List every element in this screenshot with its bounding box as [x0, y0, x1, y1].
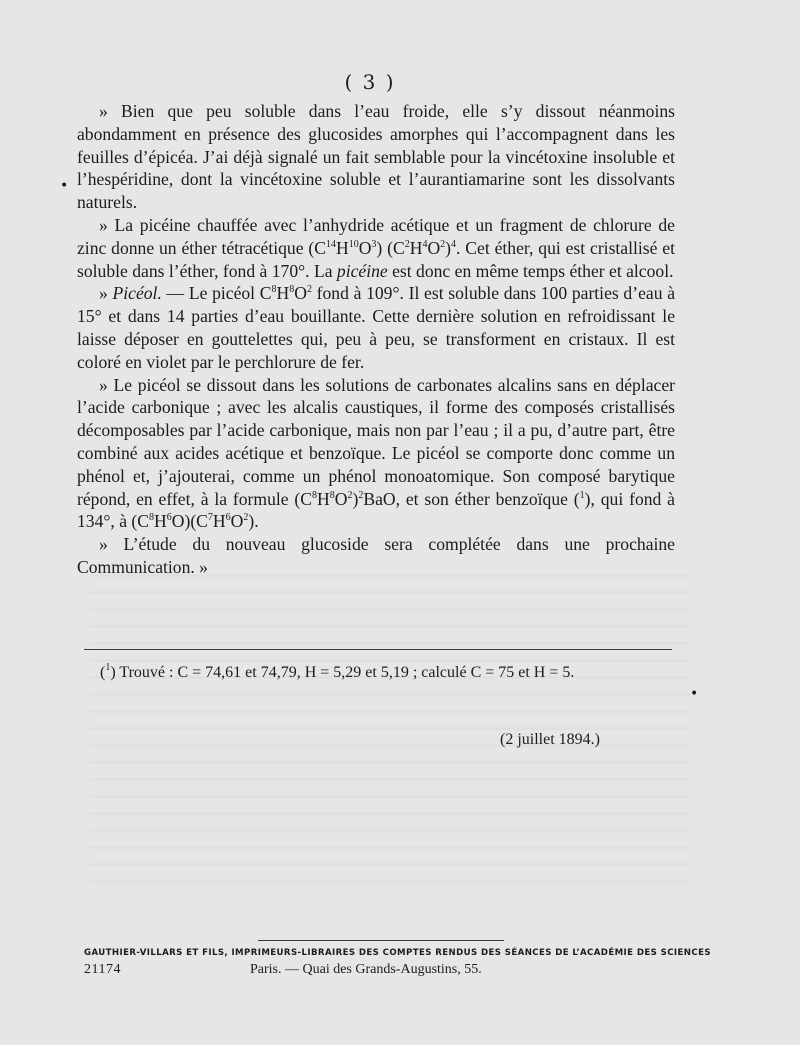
imprint-address-line	[84, 962, 684, 978]
page-number: ( 3 )	[344, 70, 396, 94]
bleed-through-background	[90, 560, 690, 890]
date: (2 juillet 1894.)	[500, 731, 600, 748]
paragraph: » L’étude du nouveau glucoside sera complétée dans une prochaine Communication. »	[77, 534, 675, 577]
print-number: 21174	[84, 962, 121, 977]
publisher-imprint: GAUTHIER-VILLARS ET FILS, IMPRIMEURS-LIBRAIRES DES COMPTES RENDUS DES SÉANCES DE L’ACADÉMIE DES SCIENCES	[84, 948, 711, 958]
margin-mark: •	[60, 178, 69, 194]
body-text	[77, 100, 675, 579]
footnote: ($^1$) Trouvé : C = 74,61 et 74,79, H = 5,29 et 5,19 ; calculé C = 75 et H = 5.	[100, 662, 575, 681]
imprint-divider	[258, 940, 504, 941]
paragraph: » Le picéol se dissout dans les solutions de carbonates alcalins sans en déplacer l’acide carbonique ; avec les alcalis caustiques, il forme des composés cristallisés décomposables par l’acide carbonique, mais non par l’eau ; il a pu, d’autre part, être combiné aux acides acétique et benzoïque. Le picéol se comporte donc comme un phénol et, j’ajouterai, comme un phénol monoatomique. Son composé barytique répond, en effet, à la formule $(C^8H^8O^2)^2BaO$, et son éther benzoïque ($^1$), qui fond à 134°, à $(C^8H^6O)(C^7H^6O^2)$.	[77, 374, 675, 532]
footnote-divider	[84, 649, 672, 650]
paragraph: » La picéine chauffée avec l’anhydride acétique et un fragment de chlorure de zinc donne un éther tétracétique $(C^{14}H^{10}O^3)$ $(C^2H^4O^2)^4$. Cet éther, qui est cristallisé et soluble dans l’éther, fond à 170°. La picéine est donc en même temps éther et alcool.	[77, 214, 675, 281]
publisher-address: Paris. — Quai des Grands-Augustins, 55.	[250, 962, 482, 977]
paragraph: » Picéol. — Le picéol $C^8H^8O^2$ fond à 109°. Il est soluble dans 100 parties d’eau à 15° et dans 14 parties d’eau bouillante. Cette dernière solution en refroidissant le laisse déposer en gouttelettes qui, peu à peu, se transforment en cristaux. Il est coloré en violet par le perchlorure de fer.	[77, 283, 675, 372]
paragraph: » Bien que peu soluble dans l’eau froide, elle s’y dissout néanmoins abondamment en présence des glucosides amorphes qui l’accompagnent dans les feuilles d’épicéa. J’ai déjà signalé un fait semblable pour la vincétoxine insoluble et l’hespéridine, dont la vincétoxine soluble et l’aurantiamarine sont les dissolvants naturels.	[77, 101, 675, 213]
ink-speck: •	[690, 686, 699, 702]
